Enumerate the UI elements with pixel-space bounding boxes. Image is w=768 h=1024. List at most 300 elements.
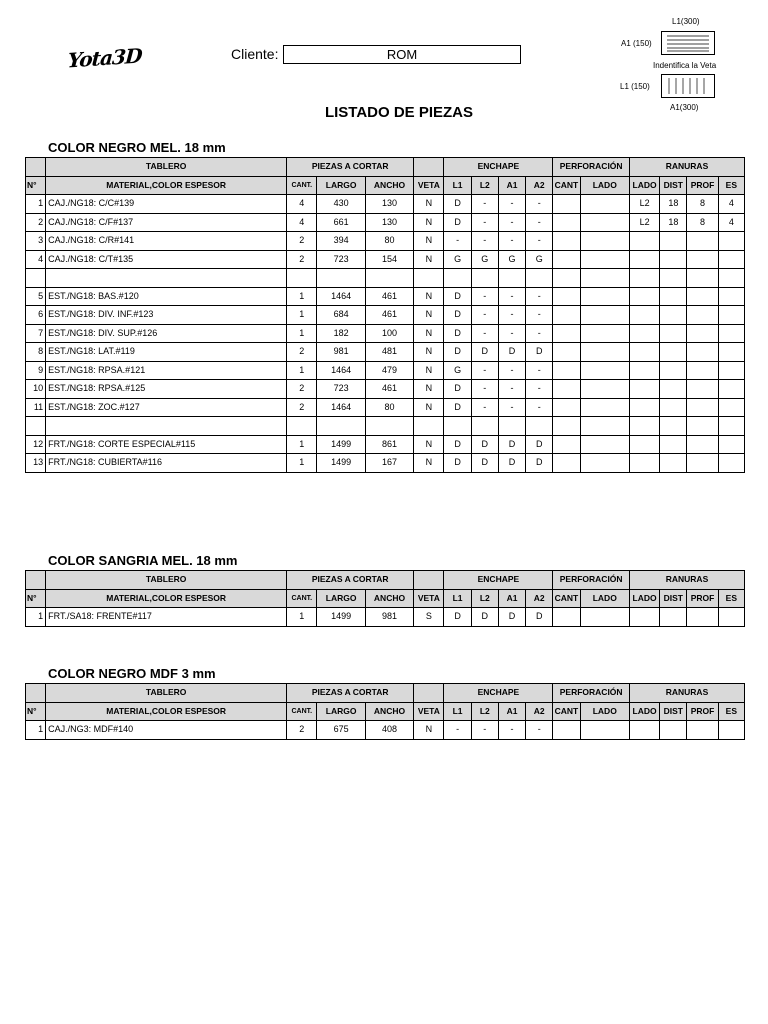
table-row — [26, 398, 745, 417]
column-header-a1: A1 — [498, 702, 525, 721]
cell-perf-lado — [580, 213, 629, 232]
cell-l1: D — [444, 398, 471, 417]
cell-perf-cant — [553, 213, 580, 232]
cell-l2: - — [471, 721, 498, 740]
cell-material: EST./NG18: RPSA.#125 — [46, 380, 287, 399]
cell-prof — [687, 269, 718, 288]
column-header-num: N° — [26, 176, 46, 195]
column-header-es: ES — [718, 589, 744, 608]
cell-ran-lado: L2 — [629, 213, 659, 232]
cell-perf-cant — [553, 324, 580, 343]
section-title: COLOR NEGRO MEL. 18 mm — [48, 140, 226, 155]
cell-perf-cant — [553, 195, 580, 214]
cell-perf-lado — [580, 287, 629, 306]
cell-es — [718, 721, 744, 740]
cell-dist — [660, 343, 687, 362]
cell-num: 1 — [26, 608, 46, 627]
cell-l2: D — [471, 608, 498, 627]
header-cell-blank — [26, 684, 46, 703]
cell-ran-lado: L2 — [629, 195, 659, 214]
cell-veta: N — [414, 454, 444, 473]
cell-a1: - — [498, 398, 525, 417]
cell-a2: - — [526, 195, 553, 214]
cell-dist — [660, 608, 687, 627]
cell-perf-cant — [553, 306, 580, 325]
cell-ancho — [365, 417, 413, 436]
cell-veta — [414, 269, 444, 288]
column-header-l2: L2 — [471, 702, 498, 721]
cell-es — [718, 343, 744, 362]
cell-ancho: 408 — [365, 721, 413, 740]
cell-prof — [687, 398, 718, 417]
cell-l2: - — [471, 398, 498, 417]
cell-dist — [660, 232, 687, 251]
cell-perf-cant — [553, 232, 580, 251]
cell-cant: 4 — [287, 195, 317, 214]
cell-a1: G — [498, 250, 525, 269]
cell-l2: D — [471, 343, 498, 362]
cell-ran-lado — [629, 380, 659, 399]
cell-prof — [687, 721, 718, 740]
cell-veta: N — [414, 324, 444, 343]
cell-dist — [660, 269, 687, 288]
cell-perf-cant — [553, 287, 580, 306]
cell-dist — [660, 324, 687, 343]
cell-perf-lado — [580, 608, 629, 627]
group-piezas-a-cortar: PIEZAS A CORTAR — [287, 684, 414, 703]
column-header-l2: L2 — [471, 589, 498, 608]
cell-l1: D — [444, 213, 471, 232]
cell-perf-lado — [580, 195, 629, 214]
horizontal-grain-icon — [661, 31, 715, 55]
cell-num: 10 — [26, 380, 46, 399]
cell-ancho: 130 — [365, 195, 413, 214]
cell-cant: 1 — [287, 608, 317, 627]
group-blank — [414, 684, 444, 703]
cell-l2: D — [471, 454, 498, 473]
cell-perf-cant — [553, 454, 580, 473]
grain-legend-a1-label: A1 (150) — [621, 39, 652, 48]
table-group-header — [26, 158, 745, 177]
cell-num: 5 — [26, 287, 46, 306]
group-perforacion: PERFORACIÓN — [553, 571, 630, 590]
cell-l1 — [444, 269, 471, 288]
cell-veta: N — [414, 435, 444, 454]
column-header-largo: LARGO — [317, 176, 365, 195]
cell-a2: - — [526, 213, 553, 232]
cell-num: 1 — [26, 195, 46, 214]
table-row — [26, 195, 745, 214]
table-row — [26, 213, 745, 232]
cell-veta: N — [414, 361, 444, 380]
cell-veta: S — [414, 608, 444, 627]
cell-cant: 2 — [287, 232, 317, 251]
cell-dist — [660, 454, 687, 473]
column-header-a1: A1 — [498, 589, 525, 608]
grain-legend-top-label: L1(300) — [672, 17, 700, 26]
cell-ran-lado — [629, 343, 659, 362]
table-row — [26, 287, 745, 306]
cell-material: FRT./NG18: CORTE ESPECIAL#115 — [46, 435, 287, 454]
cell-a1 — [498, 417, 525, 436]
cell-perf-cant — [553, 380, 580, 399]
column-header-perf-lado: LADO — [580, 702, 629, 721]
cell-largo: 182 — [317, 324, 365, 343]
cell-l1: D — [444, 343, 471, 362]
table-column-header — [26, 702, 745, 721]
column-header-perf-cant: CANT — [553, 176, 580, 195]
cell-a2: D — [526, 435, 553, 454]
table-row — [26, 361, 745, 380]
cell-material: CAJ./NG18: C/C#139 — [46, 195, 287, 214]
cell-prof — [687, 608, 718, 627]
cell-l2: - — [471, 361, 498, 380]
cell-dist: 18 — [660, 195, 687, 214]
cell-a2: - — [526, 721, 553, 740]
column-header-a2: A2 — [526, 589, 553, 608]
cell-es — [718, 287, 744, 306]
table-row — [26, 343, 745, 362]
cell-prof — [687, 287, 718, 306]
cell-a1: - — [498, 721, 525, 740]
cell-veta: N — [414, 195, 444, 214]
cell-prof — [687, 417, 718, 436]
cell-l1: - — [444, 721, 471, 740]
cell-perf-cant — [553, 343, 580, 362]
column-header-veta: VETA — [414, 702, 444, 721]
cell-l1: D — [444, 287, 471, 306]
cell-dist — [660, 287, 687, 306]
cell-veta: N — [414, 287, 444, 306]
cell-l1: G — [444, 250, 471, 269]
cell-ran-lado — [629, 721, 659, 740]
group-blank — [414, 158, 444, 177]
cell-l2: G — [471, 250, 498, 269]
cell-largo: 684 — [317, 306, 365, 325]
pieces-table — [25, 683, 745, 740]
cell-cant — [287, 417, 317, 436]
column-header-ran-lado: LADO — [629, 176, 659, 195]
cell-material: FRT./SA18: FRENTE#117 — [46, 608, 287, 627]
group-tablero: TABLERO — [46, 684, 287, 703]
table-row — [26, 324, 745, 343]
cell-a1: D — [498, 435, 525, 454]
cell-perf-lado — [580, 232, 629, 251]
page-title: LISTADO DE PIEZAS — [324, 104, 474, 121]
cell-ran-lado — [629, 232, 659, 251]
column-header-material: MATERIAL,COLOR ESPESOR — [46, 589, 287, 608]
column-header-material: MATERIAL,COLOR ESPESOR — [46, 702, 287, 721]
cell-ancho: 167 — [365, 454, 413, 473]
header-cell-blank — [26, 158, 46, 177]
table-row — [26, 721, 745, 740]
cell-l2: - — [471, 306, 498, 325]
table-row — [26, 380, 745, 399]
cell-es — [718, 435, 744, 454]
cell-prof — [687, 306, 718, 325]
cell-a2: - — [526, 232, 553, 251]
cell-veta: N — [414, 721, 444, 740]
cell-cant: 2 — [287, 398, 317, 417]
cell-ancho — [365, 269, 413, 288]
cell-largo: 394 — [317, 232, 365, 251]
cell-ran-lado — [629, 287, 659, 306]
column-header-prof: PROF — [687, 589, 718, 608]
cell-cant: 1 — [287, 454, 317, 473]
cell-es — [718, 398, 744, 417]
cell-num: 6 — [26, 306, 46, 325]
cell-perf-cant — [553, 721, 580, 740]
cell-a1: D — [498, 343, 525, 362]
column-header-ran-lado: LADO — [629, 702, 659, 721]
column-header-veta: VETA — [414, 589, 444, 608]
cell-dist — [660, 306, 687, 325]
cell-a1: D — [498, 608, 525, 627]
cell-material: FRT./NG18: CUBIERTA#116 — [46, 454, 287, 473]
group-ranuras: RANURAS — [629, 684, 744, 703]
pieces-table — [25, 570, 745, 627]
group-enchape: ENCHAPE — [444, 571, 553, 590]
cell-dist — [660, 250, 687, 269]
cell-prof — [687, 454, 718, 473]
cell-perf-lado — [580, 417, 629, 436]
cell-l1: - — [444, 232, 471, 251]
column-header-a2: A2 — [526, 176, 553, 195]
cell-ran-lado — [629, 435, 659, 454]
cell-num: 4 — [26, 250, 46, 269]
cell-ran-lado — [629, 454, 659, 473]
column-header-ancho: ANCHO — [365, 702, 413, 721]
group-perforacion: PERFORACIÓN — [553, 684, 630, 703]
cell-cant: 1 — [287, 361, 317, 380]
cell-num: 2 — [26, 213, 46, 232]
cell-largo: 1464 — [317, 398, 365, 417]
cell-material — [46, 417, 287, 436]
column-header-l1: L1 — [444, 589, 471, 608]
header-cell-blank — [26, 571, 46, 590]
cell-a1: - — [498, 213, 525, 232]
cell-l1: G — [444, 361, 471, 380]
column-header-cant: CANT. — [287, 176, 317, 195]
cell-l1: D — [444, 454, 471, 473]
cell-num — [26, 269, 46, 288]
cell-prof: 8 — [687, 195, 718, 214]
cell-num: 3 — [26, 232, 46, 251]
cell-cant: 4 — [287, 213, 317, 232]
cell-es — [718, 361, 744, 380]
cell-material: EST./NG18: ZOC.#127 — [46, 398, 287, 417]
cell-veta: N — [414, 250, 444, 269]
cell-num: 9 — [26, 361, 46, 380]
cell-largo — [317, 417, 365, 436]
cell-l2 — [471, 417, 498, 436]
cell-ran-lado — [629, 417, 659, 436]
cell-l2: - — [471, 213, 498, 232]
column-header-perf-lado: LADO — [580, 589, 629, 608]
cell-ran-lado — [629, 398, 659, 417]
cell-ran-lado — [629, 306, 659, 325]
cell-a1 — [498, 269, 525, 288]
cell-material: CAJ./NG18: C/R#141 — [46, 232, 287, 251]
cell-perf-lado — [580, 398, 629, 417]
cell-largo: 430 — [317, 195, 365, 214]
cell-ancho: 461 — [365, 380, 413, 399]
cell-es — [718, 324, 744, 343]
cell-l2: - — [471, 324, 498, 343]
column-header-ancho: ANCHO — [365, 589, 413, 608]
column-header-es: ES — [718, 176, 744, 195]
group-piezas-a-cortar: PIEZAS A CORTAR — [287, 571, 414, 590]
cell-cant: 1 — [287, 435, 317, 454]
cell-prof — [687, 250, 718, 269]
cell-es — [718, 269, 744, 288]
cell-ran-lado — [629, 608, 659, 627]
cell-largo: 661 — [317, 213, 365, 232]
cell-cant: 2 — [287, 380, 317, 399]
table-group-header — [26, 684, 745, 703]
cell-material — [46, 269, 287, 288]
grain-legend-caption: Indentifica la Veta — [653, 61, 717, 70]
cell-ancho: 479 — [365, 361, 413, 380]
column-header-cant: CANT. — [287, 589, 317, 608]
cell-largo: 675 — [317, 721, 365, 740]
cell-a1: - — [498, 380, 525, 399]
cell-es — [718, 417, 744, 436]
cell-perf-cant — [553, 435, 580, 454]
column-header-dist: DIST — [660, 702, 687, 721]
cell-es — [718, 380, 744, 399]
cell-ran-lado — [629, 269, 659, 288]
cell-l1: D — [444, 608, 471, 627]
cell-veta: N — [414, 306, 444, 325]
cell-a1: - — [498, 324, 525, 343]
cell-l1: D — [444, 195, 471, 214]
cell-l2: - — [471, 195, 498, 214]
cell-dist — [660, 721, 687, 740]
cell-a2: - — [526, 306, 553, 325]
column-header-material: MATERIAL,COLOR ESPESOR — [46, 176, 287, 195]
cell-prof: 8 — [687, 213, 718, 232]
cell-num: 12 — [26, 435, 46, 454]
cell-perf-cant — [553, 361, 580, 380]
cell-dist — [660, 380, 687, 399]
cell-ancho: 481 — [365, 343, 413, 362]
column-header-largo: LARGO — [317, 702, 365, 721]
group-tablero: TABLERO — [46, 571, 287, 590]
table-row — [26, 250, 745, 269]
cell-ancho: 461 — [365, 306, 413, 325]
cell-l1: D — [444, 380, 471, 399]
column-header-ancho: ANCHO — [365, 176, 413, 195]
column-header-perf-cant: CANT — [553, 589, 580, 608]
cell-prof — [687, 435, 718, 454]
pieces-table — [25, 157, 745, 473]
cell-veta: N — [414, 213, 444, 232]
column-header-prof: PROF — [687, 176, 718, 195]
cell-perf-cant — [553, 269, 580, 288]
cell-perf-lado — [580, 380, 629, 399]
cell-a1: - — [498, 287, 525, 306]
cell-a1: - — [498, 232, 525, 251]
cell-largo: 981 — [317, 343, 365, 362]
cell-cant: 2 — [287, 250, 317, 269]
cell-es — [718, 250, 744, 269]
cell-perf-lado — [580, 306, 629, 325]
cell-l1: D — [444, 435, 471, 454]
column-header-ran-lado: LADO — [629, 589, 659, 608]
cell-num — [26, 417, 46, 436]
cell-dist — [660, 361, 687, 380]
cell-ancho: 981 — [365, 608, 413, 627]
cell-l1: D — [444, 324, 471, 343]
cell-ancho: 80 — [365, 398, 413, 417]
column-header-num: N° — [26, 589, 46, 608]
cell-cant: 1 — [287, 306, 317, 325]
table-column-header — [26, 176, 745, 195]
cliente-field: ROM — [283, 45, 521, 64]
cell-perf-cant — [553, 250, 580, 269]
cell-l2: D — [471, 435, 498, 454]
cell-veta: N — [414, 380, 444, 399]
cell-largo: 1499 — [317, 435, 365, 454]
cell-largo: 723 — [317, 380, 365, 399]
group-enchape: ENCHAPE — [444, 684, 553, 703]
cell-ancho: 130 — [365, 213, 413, 232]
column-header-perf-cant: CANT — [553, 702, 580, 721]
cell-material: EST./NG18: RPSA.#121 — [46, 361, 287, 380]
group-ranuras: RANURAS — [629, 571, 744, 590]
cell-num: 8 — [26, 343, 46, 362]
cell-largo: 1464 — [317, 287, 365, 306]
cell-a2: D — [526, 608, 553, 627]
cell-ancho: 100 — [365, 324, 413, 343]
cell-veta: N — [414, 398, 444, 417]
column-header-veta: VETA — [414, 176, 444, 195]
cell-material: EST./NG18: DIV. SUP.#126 — [46, 324, 287, 343]
group-ranuras: RANURAS — [629, 158, 744, 177]
column-header-num: N° — [26, 702, 46, 721]
cell-largo: 1499 — [317, 608, 365, 627]
cell-a2: D — [526, 343, 553, 362]
cell-largo: 1499 — [317, 454, 365, 473]
cell-cant — [287, 269, 317, 288]
cell-perf-cant — [553, 417, 580, 436]
column-header-cant: CANT. — [287, 702, 317, 721]
cell-prof — [687, 343, 718, 362]
cell-largo: 1464 — [317, 361, 365, 380]
grain-legend-bottom-label: A1(300) — [670, 103, 699, 112]
cell-perf-lado — [580, 250, 629, 269]
cell-a2: - — [526, 287, 553, 306]
cell-a1: - — [498, 195, 525, 214]
cell-perf-lado — [580, 361, 629, 380]
cell-material: CAJ./NG3: MDF#140 — [46, 721, 287, 740]
cell-a2: - — [526, 324, 553, 343]
cell-perf-lado — [580, 454, 629, 473]
cell-perf-lado — [580, 435, 629, 454]
cell-perf-lado — [580, 324, 629, 343]
table-row — [26, 608, 745, 627]
cell-material: EST./NG18: LAT.#119 — [46, 343, 287, 362]
table-row — [26, 232, 745, 251]
cell-es — [718, 232, 744, 251]
column-header-dist: DIST — [660, 589, 687, 608]
cell-num: 11 — [26, 398, 46, 417]
column-header-a1: A1 — [498, 176, 525, 195]
cell-es — [718, 306, 744, 325]
cell-es — [718, 454, 744, 473]
cell-l2: - — [471, 287, 498, 306]
